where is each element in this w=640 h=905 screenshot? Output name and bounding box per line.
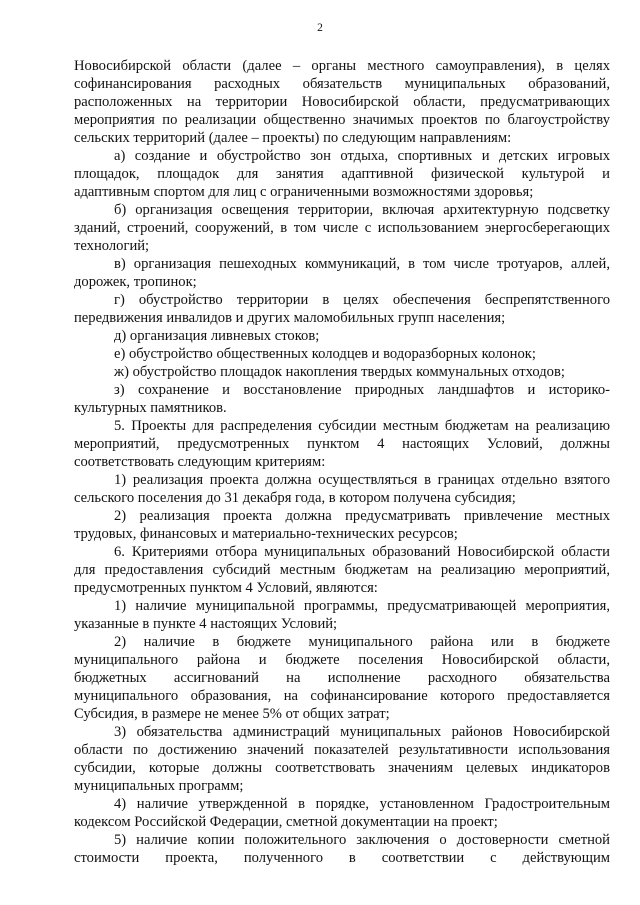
text-line: мероприятий, предусмотренных пунктом 4 настоящих Условий, должны: [74, 436, 610, 452]
text-line: кодексом Российской Федерации, сметной документации на проект;: [74, 814, 498, 830]
text-line: зданий, строений, сооружений, в том числе с использованием энергосберегающих: [74, 220, 610, 236]
text-line: 1) наличие муниципальной программы, предусматривающей мероприятия,: [114, 598, 610, 614]
text-line: адаптивным спортом для лиц с ограниченными возможностями здоровья;: [74, 184, 534, 200]
text-line: в) организация пешеходных коммуникаций, в том числе тротуаров, аллей,: [114, 256, 610, 272]
text-line: бюджетных ассигнований на исполнение расходного обязательства: [74, 670, 610, 686]
text-line: субсидии, которые должны соответствовать значениям целевых индикаторов: [74, 760, 610, 776]
text-line: стоимости проекта, полученного в соответствии с действующим: [74, 850, 610, 866]
text-line: 5. Проекты для распределения субсидии местным бюджетам на реализацию: [114, 418, 610, 434]
document-body: [74, 57, 610, 867]
text-line: мероприятия по реализации общественно значимых проектов по благоустройству: [74, 112, 610, 128]
text-line: площадок, площадок для занятия адаптивной физической культурой и: [74, 166, 610, 182]
text-line: муниципального образования, на софинансирование которого предоставляется: [74, 688, 610, 704]
text-line: Субсидия, в размере не менее 5% от общих затрат;: [74, 706, 390, 722]
text-line: 2) наличие в бюджете муниципального района или в бюджете: [114, 634, 610, 650]
text-line: предусмотренных пунктом 4 Условий, являются:: [74, 580, 378, 596]
text-line: передвижения инвалидов и других маломобильных групп населения;: [74, 310, 506, 326]
text-line: дорожек, тропинок;: [74, 274, 197, 290]
text-line: ж) обустройство площадок накопления твердых коммунальных отходов;: [114, 364, 565, 380]
text-line: сельских территорий (далее – проекты) по следующим направлениям:: [74, 130, 512, 146]
text-line: 3) обязательства администраций муниципальных районов Новосибирской: [114, 724, 610, 740]
text-line: области по достижению значений показателей результативности использования: [74, 742, 610, 758]
text-line: 4) наличие утвержденной в порядке, установленном Градостроительным: [114, 796, 610, 812]
text-line: д) организация ливневых стоков;: [114, 328, 320, 344]
text-line: з) сохранение и восстановление природных ландшафтов и историко-: [114, 382, 610, 398]
text-line: г) обустройство территории в целях обеспечения беспрепятственного: [114, 292, 610, 308]
text-line: муниципальных программ;: [74, 778, 244, 794]
text-line: а) создание и обустройство зон отдыха, спортивных и детских игровых: [114, 148, 610, 164]
page-number: 2: [317, 22, 323, 34]
text-line: для предоставления субсидий местным бюджетам на реализацию мероприятий,: [74, 562, 610, 578]
text-line: софинансирования расходных обязательств муниципальных образований,: [74, 76, 610, 92]
text-line: 6. Критериями отбора муниципальных образований Новосибирской области: [114, 544, 610, 560]
text-line: Новосибирской области (далее – органы местного самоуправления), в целях: [74, 58, 610, 74]
text-line: технологий;: [74, 238, 150, 254]
text-line: соответствовать следующим критериям:: [74, 454, 326, 470]
text-line: е) обустройство общественных колодцев и водоразборных колонок;: [114, 346, 536, 362]
text-line: 2) реализация проекта должна предусматривать привлечение местных: [114, 508, 610, 524]
text-line: 1) реализация проекта должна осуществляться в границах отдельно взятого: [114, 472, 610, 488]
text-line: культурных памятников.: [74, 400, 227, 416]
text-line: 5) наличие копии положительного заключения о достоверности сметной: [114, 832, 610, 848]
text-line: б) организация освещения территории, включая архитектурную подсветку: [114, 202, 610, 218]
text-line: расположенных на территории Новосибирской области, предусматривающих: [74, 94, 610, 110]
text-line: указанные в пункте 4 настоящих Условий;: [74, 616, 338, 632]
text-line: муниципального района и бюджете поселения Новосибирской области,: [74, 652, 610, 668]
text-line: сельского поселения до 31 декабря года, в котором получена субсидия;: [74, 490, 516, 506]
text-line: трудовых, финансовых и материально-технических ресурсов;: [74, 526, 458, 542]
